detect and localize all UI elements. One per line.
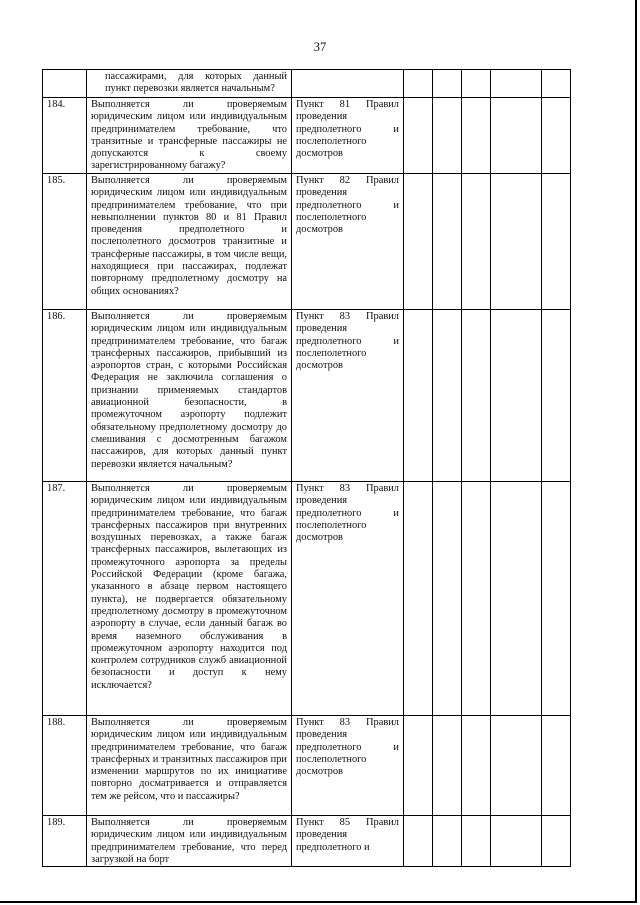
check-cell	[542, 482, 571, 716]
reference-cell: Пункт 83 Правил проведения предполетного и послеполетного досмотров	[292, 716, 404, 816]
reference-cell: Пункт 83 Правил проведения предполетного и послеполетного досмотров	[292, 482, 404, 716]
table-row	[43, 70, 571, 98]
num-cell	[43, 70, 87, 98]
question-cell: Выполняется ли проверяемым юридическим лицом или индивидуальным предпринимателем требование, что багаж трансферных пассажиров, прибывший из аэропортов стран, с которыми Российская Федерация не заключила соглашения о признании применяемых стандартов авиационной безопасности, в промежуточном аэропорту подлежит обязательному предполетному досмотру до смешивания с досмотренным багажом пассажиров, для которых данный пункт перевозки является начальным?	[87, 310, 292, 482]
check-cell	[433, 310, 462, 482]
check-cell	[542, 816, 571, 867]
check-cell	[404, 70, 433, 98]
reference-cell: Пункт 85 Правил проведения предполетного и	[292, 816, 404, 867]
row-number: 189.	[43, 816, 87, 867]
table-row	[43, 482, 571, 716]
check-cell	[404, 816, 433, 867]
check-cell	[462, 70, 491, 98]
check-cell	[404, 174, 433, 310]
row-number: 187.	[43, 482, 87, 716]
row-number: 185.	[43, 174, 87, 310]
reference-cell: Пункт 83 Правил проведения предполетного и послеполетного досмотров	[292, 310, 404, 482]
question-cell: Выполняется ли проверяемым юридическим лицом или индивидуальным предпринимателем требование, что при невыполнении пунктов 80 и 81 Правил проведения предполетного и послеполетного досмотров транзитные и трансферные пассажиры, в том числе вещи, находящиеся при пассажирах, подлежат повторному предполетному досмотру на общих основаниях?	[87, 174, 292, 310]
check-cell	[404, 482, 433, 716]
check-cell	[491, 816, 542, 867]
question-cell: Выполняется ли проверяемым юридическим лицом или индивидуальным предпринимателем требование, что перед загрузкой на борт	[87, 816, 292, 867]
row-number: 186.	[43, 310, 87, 482]
check-cell	[462, 482, 491, 716]
check-cell	[404, 310, 433, 482]
check-cell	[433, 716, 462, 816]
check-cell	[491, 482, 542, 716]
table-row	[43, 174, 571, 310]
question-cell: Выполняется ли проверяемым юридическим лицом или индивидуальным предпринимателем требование, что транзитные и трансферные пассажиры не допускаются к своему зарегистрированному багажу?	[87, 98, 292, 174]
table-row	[43, 816, 571, 867]
check-cell	[433, 98, 462, 174]
check-cell	[491, 716, 542, 816]
check-cell	[542, 310, 571, 482]
check-cell	[404, 98, 433, 174]
check-cell	[462, 716, 491, 816]
question-cell: Выполняется ли проверяемым юридическим лицом или индивидуальным предпринимателем требование, что багаж трансферных пассажиров при внутренних воздушных перевозках, а также багаж трансферных пассажиров, вылетающих из промежуточного аэропорта за пределы Российской Федерации (кроме багажа, указанного в абзаце первом настоящего пункта), не подвергается обязательному предполетному досмотру в промежуточном аэропорту в случае, если данный багаж во время наземного обслуживания в промежуточном аэропорту находится под контролем сотрудников служб авиационной безопасности и доступ к нему исключается?	[87, 482, 292, 716]
check-cell	[542, 98, 571, 174]
check-cell	[491, 70, 542, 98]
table-row	[43, 98, 571, 174]
check-cell	[433, 816, 462, 867]
check-cell	[433, 174, 462, 310]
reference-cell	[292, 70, 404, 98]
check-cell	[542, 70, 571, 98]
table-row	[43, 716, 571, 816]
check-cell	[462, 816, 491, 867]
check-cell	[491, 174, 542, 310]
page-number: 37	[313, 40, 327, 54]
question-text: пассажирами, для которых данный пункт перевозки является начальным?	[105, 71, 287, 95]
table-row	[43, 310, 571, 482]
question-cell: Выполняется ли проверяемым юридическим лицом или индивидуальным предпринимателем требование, что багаж трансферных и транзитных пассажиров при изменении маршрутов по их инициативе повторно досматривается и отправляется тем же рейсом, что и пассажиры?	[87, 716, 292, 816]
check-cell	[433, 70, 462, 98]
check-cell	[542, 174, 571, 310]
question-cell	[87, 70, 292, 98]
check-cell	[404, 716, 433, 816]
check-cell	[433, 482, 462, 716]
reference-cell: Пункт 81 Правил проведения предполетного и послеполетного досмотров	[292, 98, 404, 174]
checklist-table	[42, 69, 571, 867]
row-number: 184.	[43, 98, 87, 174]
check-cell	[491, 310, 542, 482]
reference-cell: Пункт 82 Правил проведения предполетного и послеполетного досмотров	[292, 174, 404, 310]
check-cell	[462, 174, 491, 310]
check-cell	[542, 716, 571, 816]
row-number: 188.	[43, 716, 87, 816]
check-cell	[462, 98, 491, 174]
check-cell	[491, 98, 542, 174]
check-cell	[462, 310, 491, 482]
